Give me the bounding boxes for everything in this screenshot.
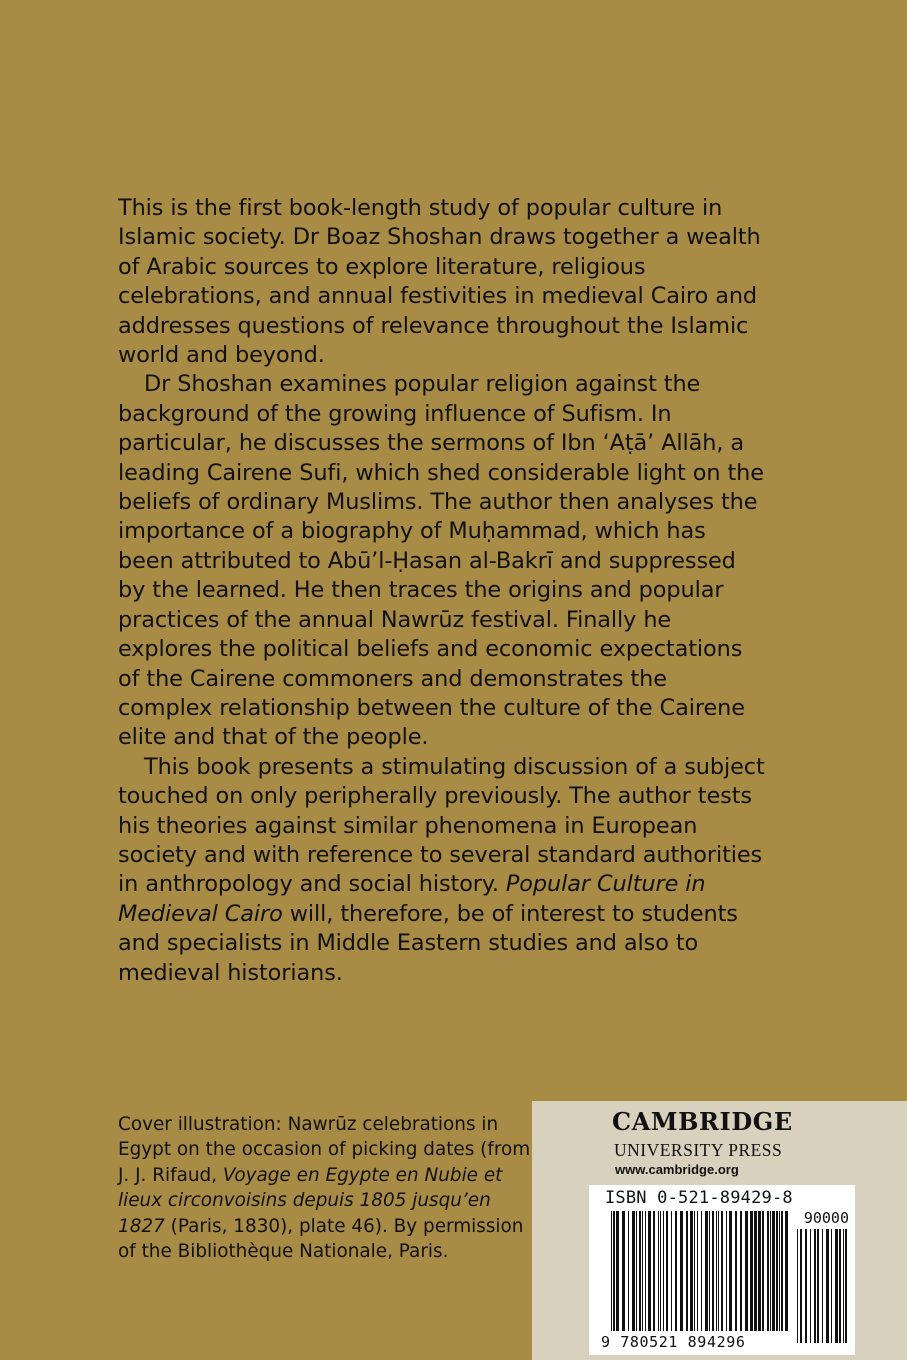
publisher-logo-name: CAMBRIDGE <box>612 1107 793 1136</box>
barcode-bar <box>690 1211 693 1331</box>
back-cover-blurb <box>118 194 768 988</box>
credit-text-end: (Paris, 1830), plate 46). By permission of the Bibliothèque Nationale, Paris. <box>118 1215 524 1263</box>
blurb-paragraph-3-end: will, therefore, be of interest to students and specialists in Middle Eastern studies and also to medieval historians. <box>118 900 738 986</box>
barcode-bar <box>622 1211 625 1331</box>
barcode-bar <box>716 1211 717 1331</box>
barcode-bar <box>611 1211 612 1331</box>
barcode-bar <box>721 1211 723 1331</box>
publisher-logo-subtitle: UNIVERSITY PRESS <box>614 1140 783 1160</box>
blurb-paragraph-3-start: This book presents a stimulating discussion of a subject touched on only peripherally previously. The author tests his theories against similar phenomena in European society and with reference to several standard authorities in anthropology and social history. <box>118 753 765 898</box>
barcode-bar <box>745 1211 748 1331</box>
barcode-bar <box>810 1229 811 1343</box>
barcode-bar <box>658 1211 659 1331</box>
credit-text-start: Cover illustration: Nawrūz celebrations in Egypt on the occasion of picking dates (from J. J. Rifaud, <box>118 1114 531 1186</box>
barcode-bar <box>762 1211 764 1331</box>
barcode-bar <box>648 1211 651 1331</box>
barcode-bar <box>709 1211 710 1331</box>
barcode-bar <box>776 1211 778 1331</box>
barcode-bar <box>822 1229 823 1343</box>
barcode-bar <box>653 1211 655 1331</box>
credit-source-title: Voyage en Egypte en Nubie et lieux circonvoisins depuis 1805 jusqu’en 1827 <box>118 1164 503 1237</box>
barcode-bar <box>750 1211 753 1331</box>
barcode-bar <box>797 1229 798 1343</box>
cover-illustration-credit <box>118 1112 538 1264</box>
barcode-bar <box>645 1211 646 1331</box>
barcode-bar <box>671 1211 672 1331</box>
blurb-paragraph-1: This is the first book-length study of popular culture in Islamic society. Dr Boaz Shoshan draws together a wealth of Arabic sources to explore literature, religious celebrations, and annual festivities in medieval Cairo and addresses questions of relevance throughout the Islamic world and beyond. <box>118 195 761 369</box>
barcode-bar <box>613 1211 615 1331</box>
barcode-bar <box>675 1211 677 1331</box>
barcode-bar <box>770 1211 771 1331</box>
book-title-italic: Popular Culture in Medieval Cairo <box>118 871 706 927</box>
publisher-panel <box>532 1101 907 1360</box>
barcode-bar <box>712 1211 714 1331</box>
isbn-number: ISBN 0-521-89429-8 <box>605 1188 793 1208</box>
barcode-bar <box>767 1211 769 1331</box>
barcode-bar <box>701 1211 702 1331</box>
barcode-bar <box>779 1211 780 1331</box>
blurb-paragraph-2: Dr Shoshan examines popular religion against the background of the growing influence of Sufism. In particular, he discusses the sermons of Ibn ‘Aṭā’ Allāh, a leading Cairene Sufi, which shed considerable light on the beliefs of ordinary Muslims. The author then analyses the importance of a biography of Muḥammad, which has been attributed to Abū’l-Ḥasan al-Bakrī and suppressed by the learned. He then traces the origins and popular practices of the annual Nawrūz festival. Finally he explores the political beliefs and economic expectations of the Cairene commoners and demonstrates the complex relationship between the culture of the Cairene elite and that of the people. <box>118 371 764 751</box>
barcode-bar <box>666 1211 668 1331</box>
barcode-bar <box>735 1211 737 1331</box>
barcode-bar <box>726 1211 727 1331</box>
price-addon-code: 90000 <box>803 1209 849 1227</box>
barcode-bar <box>694 1211 695 1331</box>
barcode-bar <box>785 1211 788 1331</box>
barcode-bar <box>800 1229 802 1343</box>
barcode-bar <box>754 1211 757 1331</box>
barcode-bar <box>628 1211 629 1331</box>
barcode-bar <box>686 1211 688 1331</box>
barcode-bar <box>805 1229 807 1343</box>
barcode-bar <box>843 1229 844 1343</box>
ean-number: 9 780521 894296 <box>601 1333 746 1351</box>
barcode-bar <box>639 1211 641 1331</box>
barcode-bar <box>705 1211 708 1331</box>
barcode-bar <box>740 1211 742 1331</box>
barcode-bar <box>831 1229 832 1343</box>
blurb-paragraph-3 <box>118 753 768 988</box>
barcode-bar <box>758 1211 761 1331</box>
barcode-bar <box>781 1211 783 1331</box>
barcode-bar <box>718 1211 719 1331</box>
barcode-bar <box>660 1211 661 1331</box>
barcode-bar <box>729 1211 732 1331</box>
barcode-bar <box>663 1211 664 1331</box>
barcode-bar <box>616 1211 619 1331</box>
barcode-bar <box>817 1229 819 1343</box>
barcode-bar <box>636 1211 637 1331</box>
barcode-bar <box>680 1211 683 1331</box>
barcode-bar <box>814 1229 816 1343</box>
barcode-bar <box>839 1229 841 1343</box>
barcode-bar <box>845 1229 847 1343</box>
barcode-bar <box>826 1229 829 1343</box>
barcode-bar <box>642 1211 643 1331</box>
barcode-bar <box>772 1211 775 1331</box>
publisher-url: www.cambridge.org <box>615 1162 739 1177</box>
barcode-bar <box>632 1211 635 1331</box>
barcode-bar <box>697 1211 698 1331</box>
barcode-area <box>589 1185 855 1355</box>
barcode-bar <box>835 1229 838 1343</box>
